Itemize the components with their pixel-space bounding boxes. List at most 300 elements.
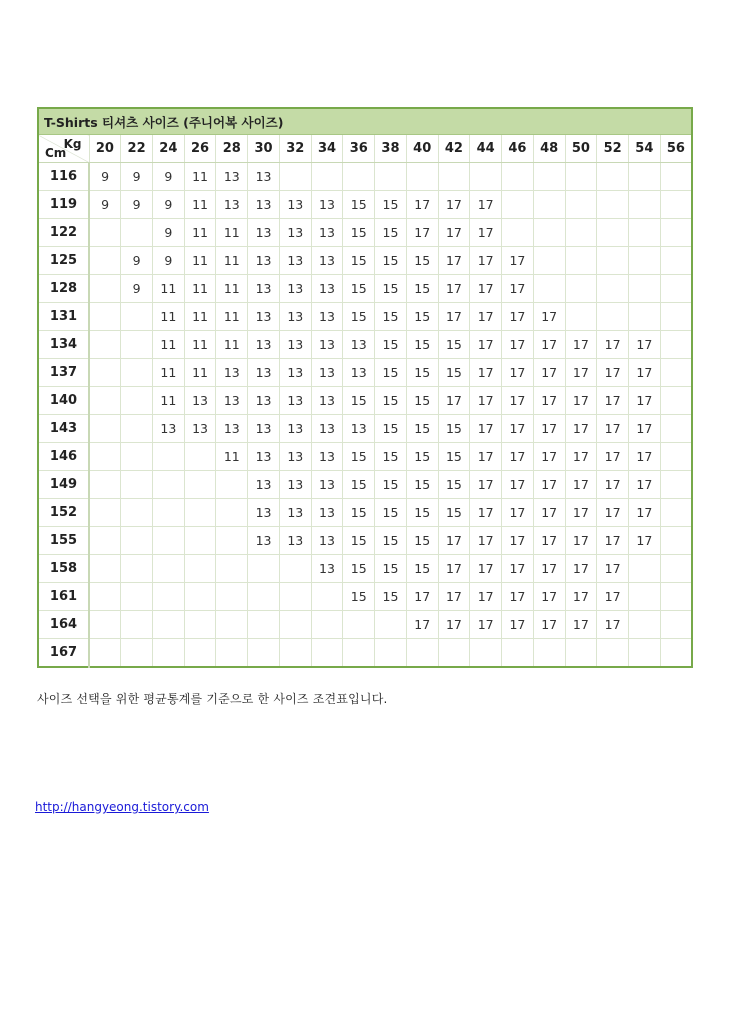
size-cell bbox=[121, 499, 153, 527]
size-cell: 15 bbox=[406, 247, 438, 275]
table-title: T-Shirts 티셔츠 사이즈 (주니어복 사이즈) bbox=[38, 108, 692, 135]
size-cell: 11 bbox=[216, 247, 248, 275]
size-cell: 13 bbox=[279, 499, 311, 527]
size-cell: 17 bbox=[470, 387, 502, 415]
size-cell bbox=[375, 611, 407, 639]
size-cell bbox=[660, 219, 692, 247]
size-cell: 17 bbox=[438, 303, 470, 331]
size-cell: 13 bbox=[248, 359, 280, 387]
size-cell: 17 bbox=[470, 219, 502, 247]
size-cell bbox=[279, 583, 311, 611]
size-cell bbox=[248, 555, 280, 583]
size-cell: 15 bbox=[438, 331, 470, 359]
table-row bbox=[38, 331, 692, 359]
size-cell: 17 bbox=[470, 443, 502, 471]
table-row bbox=[38, 443, 692, 471]
size-cell: 17 bbox=[565, 471, 597, 499]
size-cell: 9 bbox=[152, 163, 184, 191]
size-cell: 17 bbox=[533, 443, 565, 471]
weight-column-header: 24 bbox=[152, 135, 184, 163]
weight-column-header: 48 bbox=[533, 135, 565, 163]
height-row-header: 167 bbox=[38, 639, 89, 668]
size-cell bbox=[89, 247, 121, 275]
size-cell: 15 bbox=[438, 499, 470, 527]
size-cell: 13 bbox=[248, 387, 280, 415]
size-cell bbox=[248, 583, 280, 611]
size-cell bbox=[152, 527, 184, 555]
height-row-header: 158 bbox=[38, 555, 89, 583]
size-cell bbox=[470, 639, 502, 668]
weight-column-header: 20 bbox=[89, 135, 121, 163]
size-cell: 17 bbox=[565, 415, 597, 443]
size-cell: 13 bbox=[311, 387, 343, 415]
size-cell bbox=[279, 163, 311, 191]
size-cell: 13 bbox=[248, 163, 280, 191]
table-row bbox=[38, 219, 692, 247]
size-cell: 11 bbox=[184, 219, 216, 247]
size-cell: 13 bbox=[311, 415, 343, 443]
size-cell bbox=[121, 387, 153, 415]
size-cell: 13 bbox=[311, 219, 343, 247]
size-cell bbox=[343, 163, 375, 191]
size-cell bbox=[279, 611, 311, 639]
size-cell bbox=[279, 639, 311, 668]
size-cell bbox=[406, 639, 438, 668]
weight-column-header: 44 bbox=[470, 135, 502, 163]
size-cell: 15 bbox=[438, 471, 470, 499]
size-cell: 13 bbox=[343, 415, 375, 443]
size-cell: 15 bbox=[375, 499, 407, 527]
size-cell bbox=[565, 219, 597, 247]
size-cell: 17 bbox=[533, 527, 565, 555]
size-cell bbox=[121, 639, 153, 668]
size-cell: 13 bbox=[248, 443, 280, 471]
size-cell: 17 bbox=[533, 611, 565, 639]
table-row bbox=[38, 247, 692, 275]
size-cell: 17 bbox=[565, 527, 597, 555]
size-cell bbox=[660, 163, 692, 191]
size-cell bbox=[89, 303, 121, 331]
size-cell bbox=[89, 219, 121, 247]
size-cell: 15 bbox=[343, 527, 375, 555]
size-cell: 15 bbox=[406, 527, 438, 555]
size-cell: 17 bbox=[502, 359, 534, 387]
size-cell: 17 bbox=[533, 303, 565, 331]
size-cell: 17 bbox=[597, 583, 629, 611]
size-cell: 17 bbox=[533, 359, 565, 387]
size-cell: 13 bbox=[279, 471, 311, 499]
height-row-header: 155 bbox=[38, 527, 89, 555]
size-cell: 11 bbox=[184, 275, 216, 303]
size-cell: 11 bbox=[216, 331, 248, 359]
table-row bbox=[38, 191, 692, 219]
size-cell bbox=[89, 555, 121, 583]
size-cell bbox=[89, 387, 121, 415]
size-cell: 11 bbox=[152, 387, 184, 415]
size-cell bbox=[660, 331, 692, 359]
size-cell bbox=[533, 639, 565, 668]
size-cell: 17 bbox=[470, 247, 502, 275]
size-cell: 17 bbox=[470, 555, 502, 583]
size-cell bbox=[502, 191, 534, 219]
size-cell: 15 bbox=[375, 387, 407, 415]
size-cell bbox=[660, 247, 692, 275]
size-cell: 11 bbox=[216, 219, 248, 247]
size-cell bbox=[152, 499, 184, 527]
size-cell: 9 bbox=[121, 247, 153, 275]
size-cell: 17 bbox=[628, 359, 660, 387]
size-cell: 13 bbox=[248, 527, 280, 555]
size-cell: 13 bbox=[311, 471, 343, 499]
size-cell: 11 bbox=[184, 163, 216, 191]
size-cell: 17 bbox=[470, 275, 502, 303]
size-cell bbox=[502, 163, 534, 191]
weight-column-header: 38 bbox=[375, 135, 407, 163]
size-cell: 13 bbox=[216, 387, 248, 415]
height-row-header: 122 bbox=[38, 219, 89, 247]
size-cell: 17 bbox=[502, 331, 534, 359]
size-cell bbox=[660, 471, 692, 499]
size-cell: 17 bbox=[533, 415, 565, 443]
size-cell bbox=[216, 555, 248, 583]
size-cell bbox=[438, 639, 470, 668]
size-cell: 15 bbox=[375, 303, 407, 331]
size-cell bbox=[216, 471, 248, 499]
size-cell: 17 bbox=[406, 219, 438, 247]
size-cell: 17 bbox=[597, 331, 629, 359]
size-cell: 11 bbox=[184, 191, 216, 219]
size-cell: 9 bbox=[152, 247, 184, 275]
height-row-header: 119 bbox=[38, 191, 89, 219]
size-cell: 13 bbox=[311, 303, 343, 331]
size-cell bbox=[248, 639, 280, 668]
size-cell bbox=[597, 247, 629, 275]
weight-column-header: 28 bbox=[216, 135, 248, 163]
size-cell: 13 bbox=[216, 163, 248, 191]
size-cell: 15 bbox=[406, 303, 438, 331]
size-cell bbox=[184, 583, 216, 611]
size-cell bbox=[311, 639, 343, 668]
size-cell bbox=[533, 275, 565, 303]
height-row-header: 152 bbox=[38, 499, 89, 527]
size-cell: 15 bbox=[343, 499, 375, 527]
size-cell: 17 bbox=[597, 415, 629, 443]
size-cell: 15 bbox=[406, 443, 438, 471]
size-cell: 13 bbox=[184, 387, 216, 415]
size-cell bbox=[184, 443, 216, 471]
size-cell: 17 bbox=[565, 583, 597, 611]
size-cell bbox=[660, 387, 692, 415]
size-cell bbox=[533, 247, 565, 275]
size-cell: 13 bbox=[279, 275, 311, 303]
size-cell: 17 bbox=[502, 415, 534, 443]
size-cell: 13 bbox=[216, 191, 248, 219]
size-cell bbox=[597, 303, 629, 331]
weight-column-header: 40 bbox=[406, 135, 438, 163]
size-cell: 15 bbox=[438, 443, 470, 471]
size-cell bbox=[628, 303, 660, 331]
weight-column-header: 30 bbox=[248, 135, 280, 163]
table-row bbox=[38, 163, 692, 191]
kg-label: Kg bbox=[63, 137, 82, 151]
size-cell bbox=[343, 639, 375, 668]
size-cell bbox=[565, 191, 597, 219]
weight-column-header: 26 bbox=[184, 135, 216, 163]
size-cell: 13 bbox=[248, 219, 280, 247]
size-cell: 15 bbox=[343, 471, 375, 499]
table-row bbox=[38, 303, 692, 331]
size-cell: 11 bbox=[152, 275, 184, 303]
size-cell: 17 bbox=[438, 611, 470, 639]
size-cell: 13 bbox=[311, 247, 343, 275]
size-cell bbox=[152, 611, 184, 639]
size-cell: 17 bbox=[597, 359, 629, 387]
size-cell: 17 bbox=[502, 471, 534, 499]
size-cell: 13 bbox=[248, 191, 280, 219]
size-cell: 15 bbox=[406, 359, 438, 387]
size-cell: 15 bbox=[343, 583, 375, 611]
size-cell: 15 bbox=[343, 219, 375, 247]
size-cell: 15 bbox=[375, 443, 407, 471]
size-cell: 17 bbox=[406, 583, 438, 611]
size-cell: 15 bbox=[343, 303, 375, 331]
size-cell: 17 bbox=[438, 275, 470, 303]
size-cell: 17 bbox=[533, 471, 565, 499]
size-cell: 13 bbox=[311, 331, 343, 359]
size-cell: 17 bbox=[597, 471, 629, 499]
size-cell bbox=[597, 275, 629, 303]
size-cell: 17 bbox=[533, 331, 565, 359]
table-row bbox=[38, 275, 692, 303]
size-cell bbox=[184, 499, 216, 527]
size-cell: 15 bbox=[375, 527, 407, 555]
size-cell bbox=[660, 359, 692, 387]
size-cell: 13 bbox=[184, 415, 216, 443]
size-cell: 13 bbox=[248, 499, 280, 527]
size-cell bbox=[533, 219, 565, 247]
tshirt-size-table bbox=[37, 107, 693, 668]
description-note: 사이즈 선택을 위한 평균통계를 기준으로 한 사이즈 조견표입니다. bbox=[37, 692, 388, 706]
size-cell: 17 bbox=[470, 611, 502, 639]
height-row-header: 164 bbox=[38, 611, 89, 639]
blog-link[interactable]: http://hangyeong.tistory.com bbox=[35, 800, 209, 814]
size-cell bbox=[660, 275, 692, 303]
size-cell: 15 bbox=[375, 247, 407, 275]
size-cell bbox=[89, 611, 121, 639]
size-cell bbox=[89, 331, 121, 359]
size-cell bbox=[184, 611, 216, 639]
size-cell bbox=[660, 415, 692, 443]
size-cell bbox=[216, 499, 248, 527]
size-cell: 13 bbox=[311, 275, 343, 303]
size-cell bbox=[660, 611, 692, 639]
size-cell: 17 bbox=[438, 527, 470, 555]
size-cell: 17 bbox=[597, 611, 629, 639]
size-cell: 17 bbox=[597, 443, 629, 471]
size-cell: 17 bbox=[470, 583, 502, 611]
table-row bbox=[38, 555, 692, 583]
size-cell bbox=[89, 275, 121, 303]
size-cell bbox=[660, 527, 692, 555]
size-cell: 13 bbox=[343, 359, 375, 387]
size-cell: 17 bbox=[533, 583, 565, 611]
size-cell: 15 bbox=[343, 387, 375, 415]
size-cell bbox=[470, 163, 502, 191]
table-row bbox=[38, 471, 692, 499]
size-cell bbox=[628, 275, 660, 303]
size-cell: 13 bbox=[279, 219, 311, 247]
size-cell bbox=[597, 639, 629, 668]
size-cell: 9 bbox=[152, 219, 184, 247]
size-cell: 13 bbox=[248, 303, 280, 331]
size-cell: 17 bbox=[470, 499, 502, 527]
size-cell: 13 bbox=[311, 555, 343, 583]
size-cell bbox=[660, 499, 692, 527]
size-cell: 17 bbox=[502, 303, 534, 331]
size-cell bbox=[89, 639, 121, 668]
size-cell bbox=[184, 639, 216, 668]
size-cell: 17 bbox=[470, 191, 502, 219]
height-row-header: 125 bbox=[38, 247, 89, 275]
size-cell: 17 bbox=[502, 555, 534, 583]
size-cell bbox=[121, 583, 153, 611]
size-cell: 17 bbox=[628, 527, 660, 555]
size-cell bbox=[121, 219, 153, 247]
size-cell: 17 bbox=[406, 191, 438, 219]
size-cell: 17 bbox=[597, 499, 629, 527]
size-cell bbox=[216, 639, 248, 668]
size-cell bbox=[565, 639, 597, 668]
size-cell: 11 bbox=[216, 275, 248, 303]
size-cell: 17 bbox=[438, 555, 470, 583]
size-cell bbox=[660, 191, 692, 219]
weight-column-header: 54 bbox=[628, 135, 660, 163]
size-cell bbox=[628, 219, 660, 247]
height-row-header: 131 bbox=[38, 303, 89, 331]
size-cell: 17 bbox=[438, 247, 470, 275]
size-cell bbox=[660, 443, 692, 471]
size-cell: 15 bbox=[375, 191, 407, 219]
size-cell: 17 bbox=[597, 527, 629, 555]
size-cell: 17 bbox=[628, 471, 660, 499]
table-row bbox=[38, 583, 692, 611]
corner-header bbox=[38, 135, 89, 163]
size-cell: 15 bbox=[406, 499, 438, 527]
size-cell: 17 bbox=[533, 387, 565, 415]
size-cell: 15 bbox=[343, 443, 375, 471]
height-row-header: 134 bbox=[38, 331, 89, 359]
size-cell bbox=[628, 611, 660, 639]
size-cell: 9 bbox=[89, 163, 121, 191]
size-cell bbox=[89, 499, 121, 527]
size-cell: 15 bbox=[406, 471, 438, 499]
size-cell: 17 bbox=[597, 555, 629, 583]
size-cell bbox=[89, 527, 121, 555]
size-cell bbox=[660, 555, 692, 583]
size-cell: 13 bbox=[343, 331, 375, 359]
size-cell: 9 bbox=[121, 163, 153, 191]
size-cell bbox=[184, 555, 216, 583]
size-cell bbox=[406, 163, 438, 191]
size-cell: 11 bbox=[216, 303, 248, 331]
size-cell bbox=[89, 443, 121, 471]
size-cell: 13 bbox=[279, 191, 311, 219]
size-cell: 17 bbox=[628, 331, 660, 359]
size-cell: 15 bbox=[343, 191, 375, 219]
table-row bbox=[38, 359, 692, 387]
size-cell bbox=[375, 639, 407, 668]
size-cell: 13 bbox=[311, 359, 343, 387]
size-cell bbox=[216, 611, 248, 639]
size-cell bbox=[660, 303, 692, 331]
size-cell bbox=[597, 163, 629, 191]
size-cell: 11 bbox=[152, 303, 184, 331]
size-cell: 17 bbox=[628, 387, 660, 415]
size-cell: 13 bbox=[311, 443, 343, 471]
size-cell bbox=[628, 163, 660, 191]
size-cell bbox=[565, 275, 597, 303]
size-cell: 13 bbox=[216, 415, 248, 443]
size-cell: 13 bbox=[248, 331, 280, 359]
size-cell: 15 bbox=[375, 555, 407, 583]
size-cell: 11 bbox=[216, 443, 248, 471]
size-cell: 15 bbox=[343, 555, 375, 583]
weight-column-header: 50 bbox=[565, 135, 597, 163]
size-cell: 17 bbox=[565, 499, 597, 527]
size-cell: 9 bbox=[121, 275, 153, 303]
size-cell: 15 bbox=[406, 275, 438, 303]
table-row bbox=[38, 499, 692, 527]
size-cell: 17 bbox=[565, 387, 597, 415]
size-cell: 11 bbox=[184, 247, 216, 275]
size-cell bbox=[660, 639, 692, 668]
size-cell: 13 bbox=[248, 275, 280, 303]
weight-header-row bbox=[38, 135, 692, 163]
height-row-header: 161 bbox=[38, 583, 89, 611]
size-cell: 15 bbox=[406, 331, 438, 359]
size-cell: 17 bbox=[438, 219, 470, 247]
size-cell: 15 bbox=[375, 275, 407, 303]
size-cell bbox=[152, 555, 184, 583]
size-cell: 17 bbox=[565, 611, 597, 639]
size-cell bbox=[565, 163, 597, 191]
size-cell bbox=[565, 303, 597, 331]
height-row-header: 128 bbox=[38, 275, 89, 303]
weight-column-header: 34 bbox=[311, 135, 343, 163]
size-cell: 15 bbox=[343, 275, 375, 303]
size-cell: 17 bbox=[406, 611, 438, 639]
size-cell bbox=[121, 443, 153, 471]
size-cell bbox=[121, 331, 153, 359]
weight-column-header: 36 bbox=[343, 135, 375, 163]
size-cell: 15 bbox=[438, 415, 470, 443]
size-cell bbox=[502, 639, 534, 668]
size-cell bbox=[565, 247, 597, 275]
size-cell bbox=[311, 583, 343, 611]
size-cell bbox=[597, 191, 629, 219]
size-cell: 17 bbox=[502, 247, 534, 275]
size-cell: 13 bbox=[216, 359, 248, 387]
size-cell: 13 bbox=[279, 331, 311, 359]
size-cell: 11 bbox=[184, 359, 216, 387]
weight-column-header: 32 bbox=[279, 135, 311, 163]
size-cell bbox=[152, 443, 184, 471]
size-cell: 17 bbox=[565, 331, 597, 359]
size-cell bbox=[184, 527, 216, 555]
table-row bbox=[38, 387, 692, 415]
size-cell: 9 bbox=[121, 191, 153, 219]
size-cell: 17 bbox=[438, 191, 470, 219]
